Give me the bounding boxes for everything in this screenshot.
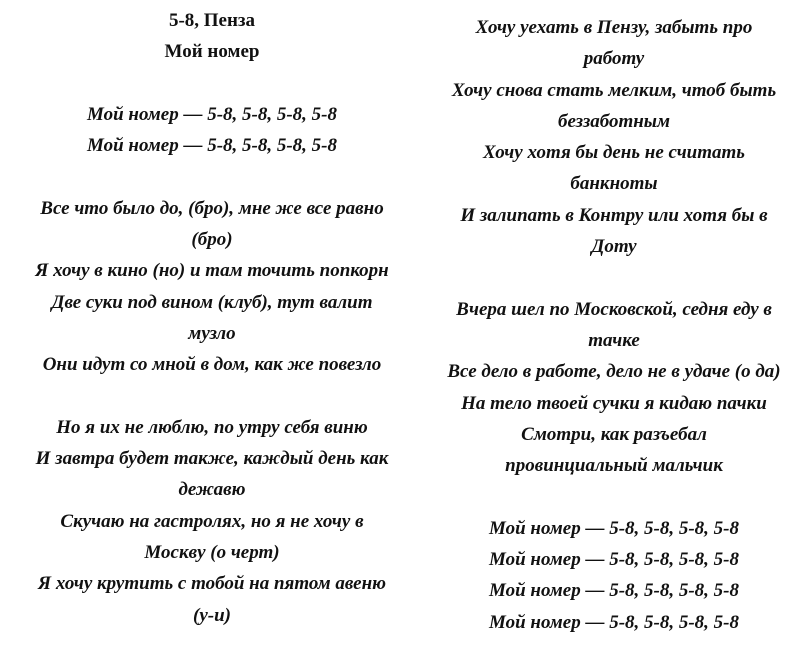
stanza-gap [438, 481, 790, 512]
lyric-line: дежавю [178, 479, 246, 501]
lyric-line: Мой номер — 5-8, 5-8, 5-8, 5-8 [488, 549, 740, 571]
lyric-line: (у-и) [193, 604, 231, 626]
lyric-line: Вчера шел по Московской, седня еду в [456, 298, 772, 320]
lyric-line: И залипать в Контру или хотя бы в [460, 204, 768, 226]
lyric-line: И завтра будет также, каждый день как [35, 448, 389, 470]
lyric-line: Мой номер — 5-8, 5-8, 5-8, 5-8 [86, 103, 338, 125]
lyric-line: музло [188, 322, 236, 344]
lyric-line: Мой номер — 5-8, 5-8, 5-8, 5-8 [488, 517, 740, 539]
lyric-line: Скучаю на гастролях, но я не хочу в [60, 510, 364, 532]
lyric-line: На тело твоей сучки я кидаю пачки [461, 392, 767, 414]
lyric-line: Смотри, как разъебал [521, 423, 707, 445]
lyric-line: Мой номер — 5-8, 5-8, 5-8, 5-8 [488, 580, 740, 602]
lyric-line: Все дело в работе, дело не в удаче (о да) [447, 361, 781, 383]
lyric-line: Москву (о черт) [144, 542, 280, 564]
lyric-line: Хочу снова стать мелким, чтоб быть [451, 79, 777, 101]
lyric-line: Мой номер — 5-8, 5-8, 5-8, 5-8 [488, 611, 740, 633]
lyric-line: банкноты [570, 173, 658, 195]
stanza-gap [2, 68, 422, 99]
lyric-line: Но я их не люблю, по утру себя виню [56, 416, 368, 438]
song-title: 5-8, Пенза [168, 10, 256, 31]
lyric-line: Доту [591, 236, 637, 258]
lyric-line: Я хочу крутить с тобой на пятом авеню [38, 573, 386, 595]
lyric-line: провинциальный мальчик [505, 455, 723, 477]
lyric-line: Все что было до, (бро), мне же все равно [40, 197, 384, 219]
lyric-line: беззаботным [558, 110, 670, 132]
lyric-line: Хочу хотя бы день не считать [483, 142, 745, 164]
stanza-gap [2, 381, 422, 412]
lyric-line: Я хочу в кино (но) и там точить попкорн [35, 260, 389, 282]
lyric-line: Хочу уехать в Пензу, забыть про [475, 17, 753, 38]
lyric-line: Две суки под вином (клуб), тут валит [51, 291, 373, 313]
lyric-line: тачке [588, 329, 640, 351]
lyrics-right-column [430, 0, 800, 656]
lyric-line: Они идут со мной в дом, как же повезло [42, 354, 382, 376]
lyric-line: работу [583, 48, 645, 70]
stanza-gap [438, 262, 790, 293]
lyric-line: Мой номер — 5-8, 5-8, 5-8, 5-8 [86, 135, 338, 157]
song-subtitle: Мой номер [164, 41, 260, 63]
stanza-gap [2, 161, 422, 192]
lyric-line: (бро) [191, 229, 233, 251]
